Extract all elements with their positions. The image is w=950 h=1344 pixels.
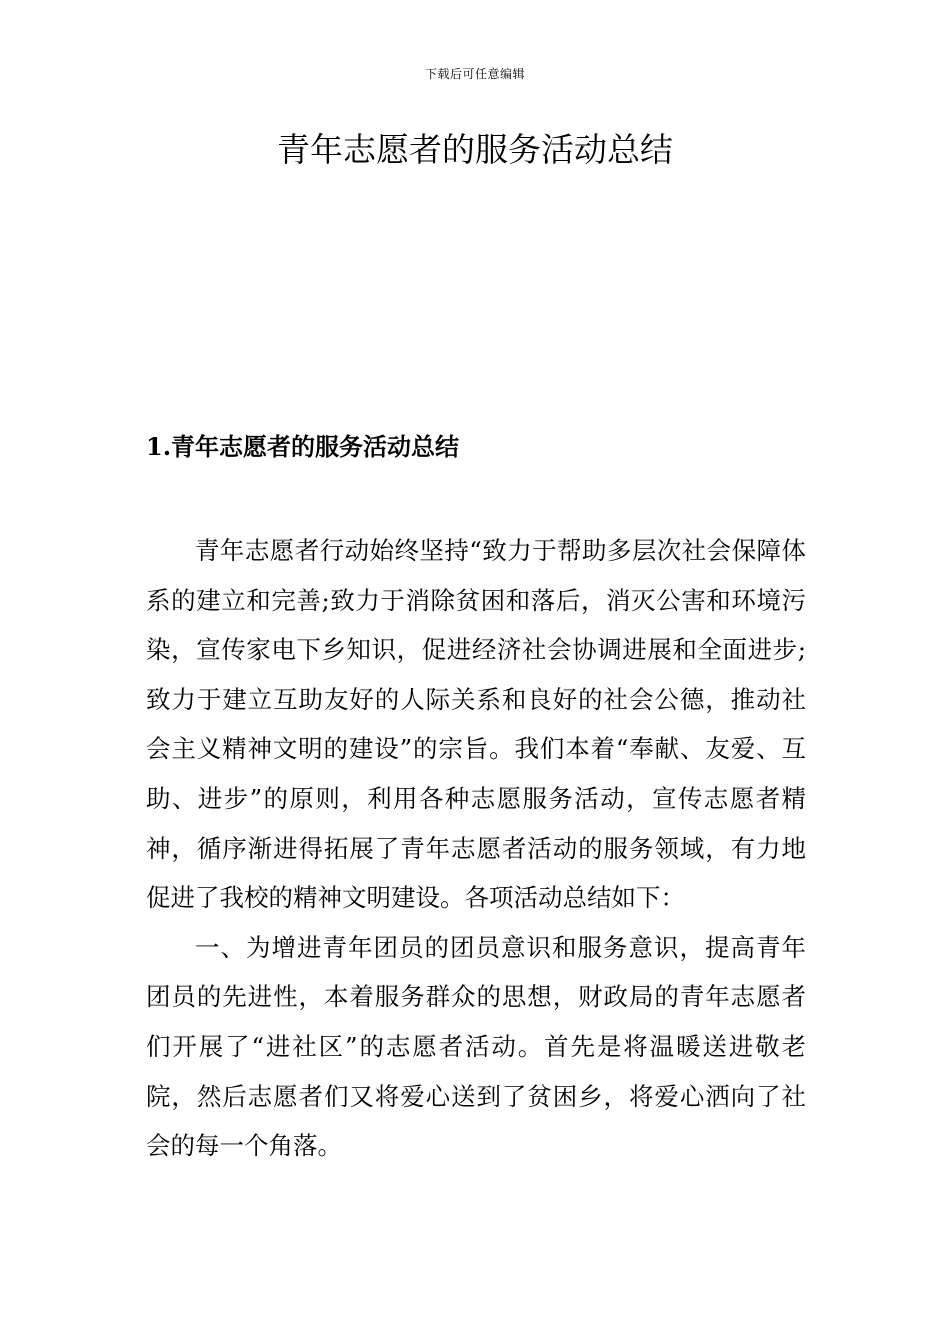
paragraph-mission: 青年志愿者行动始终坚持“致力于帮助多层次社会保障体系的建立和完善;致力于消除贫困和落后，消灭公害和环境污染，宣传家电下乡知识，促进经济社会协调进展和全面进步;致力于建立互助友好的人际关系和良好的社会公德，推动社会主义精神文明的建设”的宗旨。我们本着“奉献、友爱、互助、进步”的原则，利用各种志愿服务活动，宣传志愿者精神，循序渐进得拓展了青年志愿者活动的服务领域，有力地促进了我校的精神文明建设。各项活动总结如下： [146, 536, 806, 913]
section-heading: 1.青年志愿者的服务活动总结 [146, 432, 460, 461]
document-title: 青年志愿者的服务活动总结 [277, 130, 673, 169]
paragraph-community-activity: 一、为增进青年团员的团员意识和服务意识，提高青年团员的先进性，本着服务群众的思想，财政局的青年志愿者们开展了“进社区”的志愿者活动。首先是将温暖送进敬老院，然后志愿者们又将爱心送到了贫困乡，将爱心洒向了社会的每一个角落。 [146, 932, 806, 1161]
document-body [146, 526, 806, 1171]
page-header-note: 下载后可任意编辑 [424, 67, 525, 81]
